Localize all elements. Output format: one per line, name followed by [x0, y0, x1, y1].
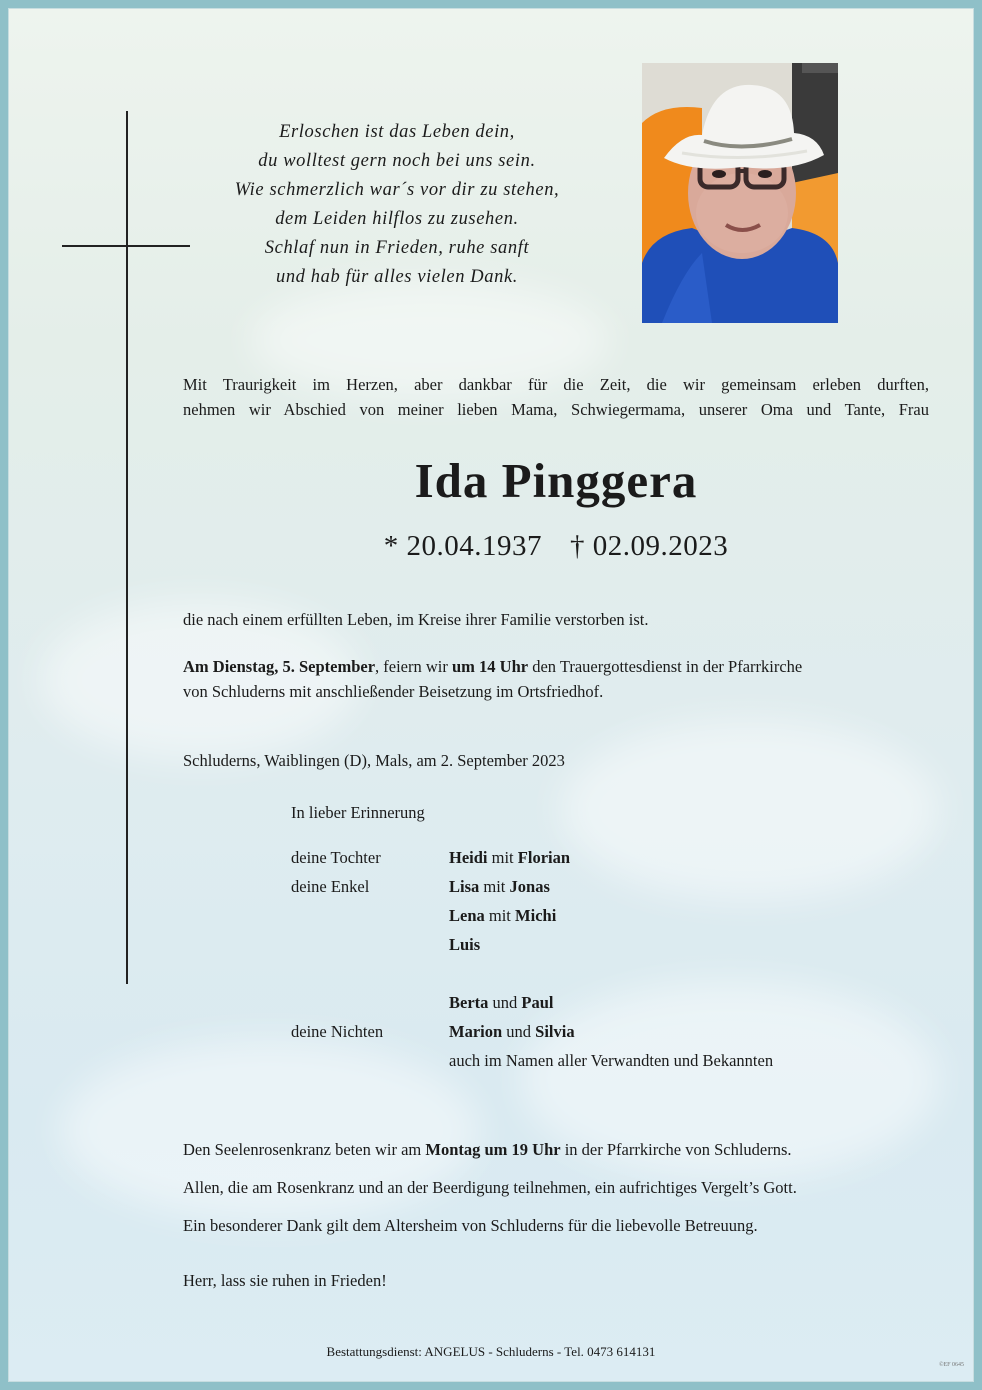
- document-code: ©EF 0645: [938, 1362, 964, 1368]
- poem-line: du wolltest gern noch bei uns sein.: [258, 151, 536, 171]
- rosary-time: um 19 Uhr: [484, 1140, 561, 1159]
- cloud: [560, 720, 940, 900]
- intro-line: nehmen wir Abschied von meiner lieben Mama, Schwiegermama, unserer Oma und Tante, Frau: [183, 400, 929, 419]
- poem-line: dem Leiden hilflos zu zusehen.: [275, 209, 519, 229]
- poem: [212, 118, 582, 292]
- rosary-part: in der Pfarrkirche von Schluderns.: [560, 1140, 792, 1159]
- mourner-name: Jonas: [509, 877, 550, 896]
- mourner-name: Lisa: [449, 877, 480, 896]
- portrait-photo: [642, 63, 838, 323]
- mourner-name: Florian: [517, 848, 571, 867]
- closing-text: [183, 1131, 929, 1245]
- intro-line: Mit Traurigkeit im Herzen, aber dankbar für die Zeit, die wir gemeinsam erleben durften,: [183, 375, 929, 394]
- service-time: um 14 Uhr: [451, 657, 529, 676]
- mourner-name: Michi: [515, 906, 557, 925]
- mourner-conj: und: [502, 1022, 536, 1041]
- rosary-day: Montag: [425, 1140, 481, 1159]
- final-prayer: Herr, lass sie ruhen in Frieden!: [183, 1271, 387, 1290]
- mourner-names: [449, 906, 556, 926]
- relatives-text: auch im Namen aller Verwandten und Bekannten: [449, 1051, 774, 1070]
- service-day: Am Dienstag, 5. September: [183, 657, 376, 676]
- funeral-service-footer: Bestattungsdienst: ANGELUS - Schluderns - Tel. 0473 614131: [326, 1344, 656, 1359]
- mourner-name: Luis: [449, 935, 481, 954]
- mourner-names: [449, 848, 570, 868]
- intro-text: [183, 372, 929, 422]
- thanks-line: Ein besonderer Dank gilt dem Altersheim von Schluderns für die liebevolle Betreuung.: [183, 1216, 758, 1235]
- service-line2: von Schluderns mit anschließender Beisetzung im Ortsfriedhof.: [183, 682, 604, 701]
- birth-date: * 20.04.1937: [383, 530, 542, 562]
- mourner-names: [449, 877, 550, 897]
- poem-line: und hab für alles vielen Dank.: [275, 267, 518, 287]
- mourner-names: [449, 935, 480, 955]
- relation-label: deine Tochter: [291, 848, 381, 867]
- service-text: den Trauergottesdienst in der Pfarrkirche: [528, 657, 803, 676]
- mourner-conj: mit: [479, 877, 510, 896]
- poem-line: Wie schmerzlich war´s vor dir zu stehen,: [234, 180, 560, 200]
- mourner-name: Paul: [521, 993, 554, 1012]
- rosary-text: [183, 1131, 929, 1169]
- place-date: Schluderns, Waiblingen (D), Mals, am 2. September 2023: [183, 751, 565, 770]
- poem-line: Erloschen ist das Leben dein,: [279, 122, 515, 142]
- passed-text: die nach einem erfüllten Leben, im Kreise ihrer Familie verstorben ist.: [183, 610, 649, 629]
- mourner-names: [449, 1022, 575, 1042]
- funeral-service-text: [183, 654, 929, 704]
- mourner-name: Marion: [449, 1022, 503, 1041]
- relation-label: deine Enkel: [291, 877, 370, 896]
- mourner-conj: mit: [487, 848, 518, 867]
- death-date: † 02.09.2023: [570, 530, 729, 562]
- rosary-part: Den Seelenrosenkranz beten wir am: [183, 1140, 426, 1159]
- portrait-illustration: [642, 63, 838, 323]
- relation-label: deine Nichten: [291, 1022, 384, 1041]
- mourner-name: Silvia: [535, 1022, 575, 1041]
- deceased-name: Ida Pinggera: [414, 453, 698, 508]
- cross-horizontal: [62, 245, 190, 247]
- life-dates: [183, 530, 929, 563]
- mourner-names: [449, 993, 554, 1013]
- poem-line: Schlaf nun in Frieden, ruhe sanft: [264, 238, 530, 258]
- thanks-line: Allen, die am Rosenkranz und an der Beerdigung teilnehmen, ein aufrichtiges Vergelt’s Gott.: [183, 1178, 797, 1197]
- memory-heading: In lieber Erinnerung: [291, 803, 425, 822]
- mourner-conj: und: [488, 993, 522, 1012]
- mourner-name: Lena: [449, 906, 485, 925]
- cross-vertical: [126, 111, 128, 984]
- mourner-name: Berta: [449, 993, 489, 1012]
- mourner-conj: mit: [484, 906, 516, 925]
- mourner-name: Heidi: [449, 848, 488, 867]
- service-text: , feiern wir: [375, 657, 452, 676]
